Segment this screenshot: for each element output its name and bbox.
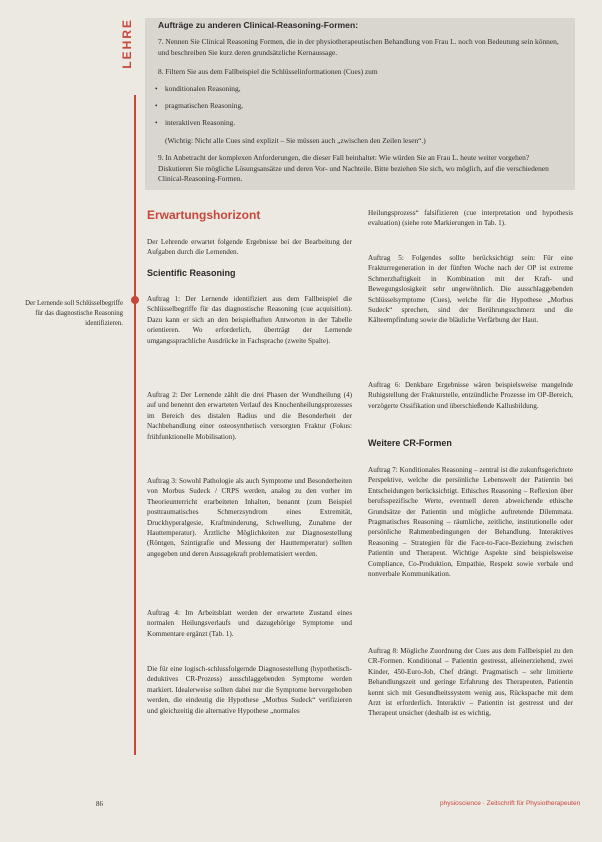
scientific-reasoning-heading: Scientific Reasoning (147, 268, 236, 278)
expectations-heading: Erwartungshorizont (147, 208, 261, 222)
page-number: 86 (96, 800, 103, 808)
answer-5: Auftrag 5: Folgendes sollte berücksichtigt sein: Für eine Frakturregeneration in der fünften Woche nach der OP ist extreme Schmerzhaftigkeit in Kombination mit der Kraft- und Bewegungslosigkeit sehr ungewöhnlich. Die ausschlaggebenden Schlüsselsymptome (Cues), welche für die Hypothese „Morbus Sudeck“ sprechen, sind der Berührungsschmerz und die Kälteempfindung sowie die bläuliche Verfärbung der Haut. (368, 254, 573, 325)
right-column-continuation: Heilungsprozess“ falsifizieren (cue interpretation und hypothesis evaluation) (siehe rote Markierungen in Tab. 1). (368, 209, 573, 228)
answer-2: Auftrag 2: Der Lernende zählt die drei Phasen der Wundheilung (4) auf und benennt den erwarteten Verlauf des Knochenheilungsprozesses im Bereich des distalen Radius und die Besonderheit der Nachbehandlung einer osteosynthetisch versorgten Fraktur (Fokus: frühfunktionelle Mobilisation). (147, 391, 352, 441)
answer-8: Auftrag 8: Mögliche Zuordnung der Cues aus dem Fallbeispiel zu den CR-Formen. Konditional – Patientin gestresst, alleinerziehend, zwei Kinder, 450-Euro-Job, Chef drängt. Pragmatisch – sehr limitierte Behandlungszeit und geringe Erfahrung des Therapeuten, Patientin kennt sich mit Gesundheitssystem wenig aus, Rückspache mit dem Arzt ist erforderlich. Interaktiv – Patientin ist gestresst und der Therapeut unsicher (deshalb ist es wichtig, (368, 647, 573, 718)
bullet-konditional: • konditionalen Reasoning, (165, 84, 241, 95)
answer-7: Auftrag 7: Konditionales Reasoning – zentral ist die zukunftsgerichtete Perspektive, welche die persönliche Lebenswelt der Patientin bei Entscheidungen berücksichtigt. Ethisches Reasoning – Reflexion über berufsspezifische Werte, eventuell deren abweichende ethische Grundsätze der Patientin und mögliche auftretende Dilemmata. Pragmatisches Reasoning – räumliche, zeitliche, institutionelle oder persönliche Rahmenbedingungen der Behandlung. Interaktives Reasoning – Strategien für die Face-to-Face-Beziehung zwischen Patientin und Therapeut. Wichtige Aspekte sind beispielsweise Compliance, Co-Produktion, Empathie, Respekt sowie verbale und nonverbale Kommunikation. (368, 466, 573, 579)
answer-4-continued: Die für eine logisch-schlussfolgernde Diagnosestellung (hypothetisch-deduktives CR-Prozess) ausschlaggebenden Symptome werden markiert. Idealerweise sollten dabei nur die Symptome hervorgehoben werden, die eindeutig die Hypothese „Morbus Sudeck“ verifizieren und gleichzeitig die alternative Hypothese „normales (147, 665, 352, 715)
task-7: 7. Nennen Sie Clinical Reasoning Formen, die in der physiotherapeutischen Behandlung von Frau L. noch von Bedeutung sein können, und beschreiben Sie kurz deren grundsätzliche Kernaussage. (158, 37, 559, 57)
answer-1: Auftrag 1: Der Lernende identifiziert aus dem Fallbeispiel die Schlüsselbegriffe für das diagnostische Reasoning (cue acquisition). Dazu kann er sich an den beispielhaften Antworten in der Tabelle orientieren. Wo erforderlich, überträgt der Lernende umgangssprachliche Ausdrücke in Fachsprache (zweite Spalte). (147, 295, 352, 345)
answer-6: Auftrag 6: Denkbare Ergebnisse wären beispielsweise mangelnde Ruhigstellung der Frakturstelle, entzündliche Prozesse im OP-Bereich, verzögerte Ossifikation und überschießende Kallusbildung. (368, 381, 573, 410)
margin-marker (131, 296, 139, 304)
margin-rule (134, 95, 136, 755)
bullet-pragmatisch: • pragmatischen Reasoning, (165, 101, 243, 112)
answer-4: Auftrag 4: Im Arbeitsblatt werden der erwartete Zustand eines normalen Heilungsverlaufs und dazugehörige Symptome und Kommentare ergänzt (Tab. 1). (147, 609, 352, 638)
journal-footer: physioscience · Zeitschrift für Physiotherapeuten (440, 800, 581, 807)
bullet-interaktiv: • interaktiven Reasoning. (165, 118, 235, 129)
task-9: 9. In Anbetracht der komplexen Anforderungen, die dieser Fall beinhaltet: Wie würden Sie an Frau L. heute weiter vorgehen? Diskutieren Sie mögliche Lösungsansätze und deren Vor- und Nachteile. Bitte beziehen Sie sich, wo möglich, auf die verschiedenen Clinical-Reasoning-Formen. (158, 153, 549, 183)
margin-note: Der Lernende soll Schlüsselbegriffe für das diagnostische Reasoning identifizieren. (25, 300, 123, 327)
task-8-note: (Wichtig: Nicht alle Cues sind explizit – Sie müssen auch „zwischen den Zeilen lesen“.) (165, 136, 426, 145)
answer-3: Auftrag 3: Sowohl Pathologie als auch Symptome und Besonderheiten von Morbus Sudeck / CRPS werden, analog zu den vorher im Theorieunterricht erarbeiteten Inhalten, benannt (zum Beispiel posttraumatisches Schmerzsyndrom eines Extremität, Druckhyperalgesie, Kraftminderung, Schwellung, Zunahme der Hauttemperatur). Ärztliche Möglichkeiten zur Diagnosestellung (Röntgen, Szintigrafie und Messung der Hauttemperatur) sollten angegeben und deren Aussagekraft problematisiert werden. (147, 477, 352, 558)
weitere-cr-heading: Weitere CR-Formen (368, 438, 452, 448)
task-8: 8. Filtern Sie aus dem Fallbeispiel die Schlüsselinformationen (Cues) zum (158, 67, 378, 76)
intro-paragraph: Der Lehrende erwartet folgende Ergebnisse bei der Bearbeitung der Aufgaben durch die Lernenden. (147, 238, 352, 257)
section-tab: LEHRE (120, 18, 134, 69)
tasks-heading: Aufträge zu anderen Clinical-Reasoning-Formen: (158, 20, 359, 30)
